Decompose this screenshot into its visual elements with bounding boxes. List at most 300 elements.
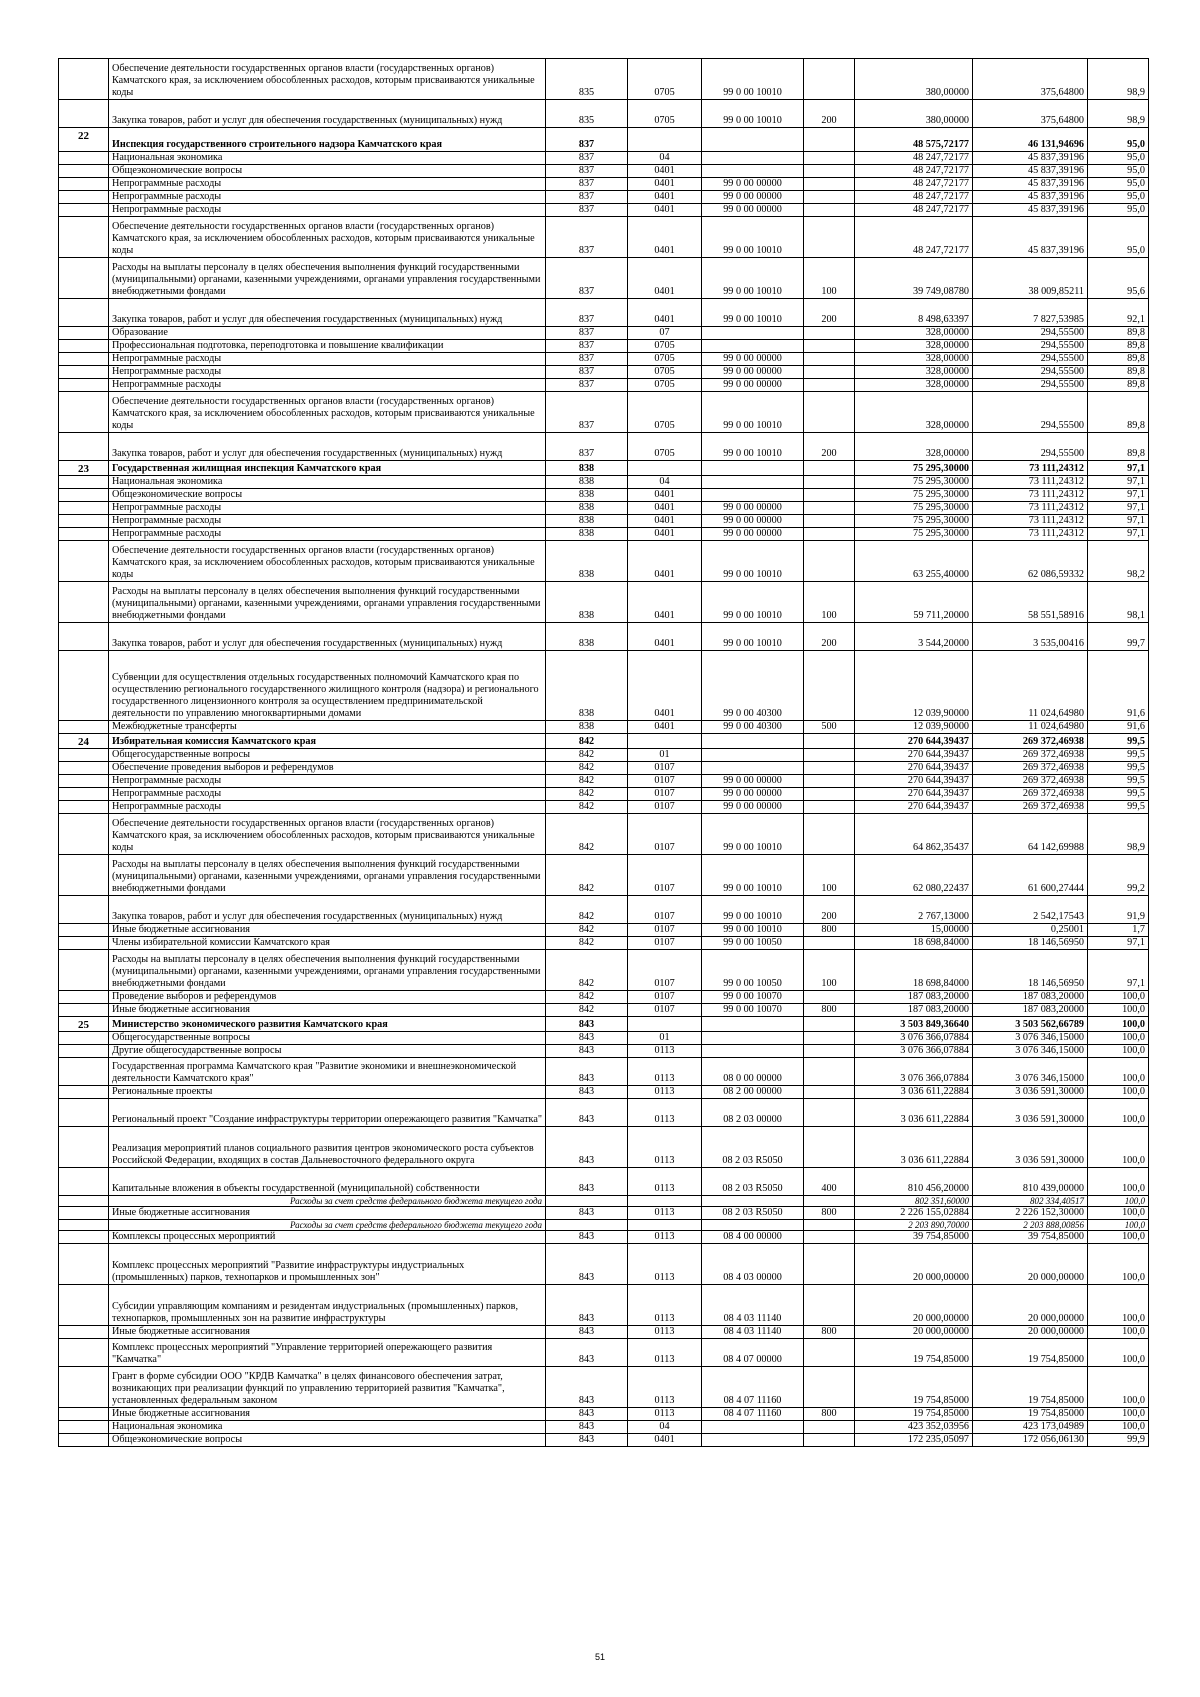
- planned-amount: 328,00000: [855, 327, 973, 340]
- expense-name: Инспекция государственного строительного надзора Камчатского края: [109, 128, 546, 152]
- executed-amount: 45 837,39196: [973, 191, 1088, 204]
- expense-name: Обеспечение проведения выборов и референдумов: [109, 762, 546, 775]
- target-article-code: 99 0 00 00000: [702, 528, 804, 541]
- execution-percent: 99,7: [1088, 623, 1149, 651]
- table-row: [59, 1434, 1149, 1447]
- planned-amount: 75 295,30000: [855, 515, 973, 528]
- planned-amount: 59 711,20000: [855, 582, 973, 623]
- expense-type-code: [804, 1099, 855, 1127]
- target-article-code: 08 4 07 11160: [702, 1408, 804, 1421]
- planned-amount: 18 698,84000: [855, 937, 973, 950]
- executed-amount: 294,55500: [973, 392, 1088, 433]
- expense-type-code: 800: [804, 1408, 855, 1421]
- expense-name: Обеспечение деятельности государственных органов власти (государственных органов) Камчатского края, за исключением обособленных расходов, которым присваиваются уникальные коды: [109, 217, 546, 258]
- executed-amount: 19 754,85000: [973, 1339, 1088, 1367]
- section-code: [628, 128, 702, 152]
- row-number: [59, 991, 109, 1004]
- row-number: [59, 1326, 109, 1339]
- expense-name: Национальная экономика: [109, 152, 546, 165]
- section-code: 0113: [628, 1408, 702, 1421]
- row-number: [59, 1207, 109, 1220]
- expense-type-code: [804, 734, 855, 749]
- row-number: [59, 392, 109, 433]
- row-number: [59, 582, 109, 623]
- expense-name: Проведение выборов и референдумов: [109, 991, 546, 1004]
- planned-amount: 380,00000: [855, 59, 973, 100]
- admin-code: 843: [546, 1017, 628, 1032]
- section-code: 0113: [628, 1367, 702, 1408]
- execution-percent: 100,0: [1088, 1339, 1149, 1367]
- target-article-code: 99 0 00 00000: [702, 515, 804, 528]
- execution-percent: 100,0: [1088, 1045, 1149, 1058]
- admin-code: 837: [546, 366, 628, 379]
- execution-percent: 95,0: [1088, 204, 1149, 217]
- target-article-code: [702, 340, 804, 353]
- expense-type-code: [804, 762, 855, 775]
- section-code: 0401: [628, 165, 702, 178]
- expense-type-code: 800: [804, 1207, 855, 1220]
- table-row: [59, 1032, 1149, 1045]
- target-article-code: [702, 1045, 804, 1058]
- executed-amount: 810 439,00000: [973, 1168, 1088, 1196]
- executed-amount: 45 837,39196: [973, 165, 1088, 178]
- expense-type-code: 100: [804, 950, 855, 991]
- expense-type-code: [804, 461, 855, 476]
- admin-code: 838: [546, 582, 628, 623]
- admin-code: 838: [546, 502, 628, 515]
- executed-amount: 11 024,64980: [973, 721, 1088, 734]
- row-number: [59, 1244, 109, 1285]
- admin-code: 838: [546, 515, 628, 528]
- target-article-code: [702, 1421, 804, 1434]
- planned-amount: 20 000,00000: [855, 1326, 973, 1339]
- execution-percent: 100,0: [1088, 1220, 1149, 1231]
- expense-type-code: [804, 1434, 855, 1447]
- execution-percent: 95,0: [1088, 178, 1149, 191]
- target-article-code: 99 0 00 10010: [702, 541, 804, 582]
- execution-percent: 100,0: [1088, 1326, 1149, 1339]
- expense-name: Непрограммные расходы: [109, 528, 546, 541]
- target-article-code: 99 0 00 10010: [702, 924, 804, 937]
- expense-name: Реализация мероприятий планов социального развития центров экономического роста субъектов Российской Федерации, входящих в состав Дальневосточного федерального округа: [109, 1127, 546, 1168]
- executed-amount: 3 036 591,30000: [973, 1086, 1088, 1099]
- table-row: [59, 340, 1149, 353]
- execution-percent: 97,1: [1088, 515, 1149, 528]
- planned-amount: 8 498,63397: [855, 299, 973, 327]
- row-number: [59, 896, 109, 924]
- section-code: 07: [628, 327, 702, 340]
- admin-code: 838: [546, 528, 628, 541]
- target-article-code: 99 0 00 00000: [702, 788, 804, 801]
- target-article-code: 99 0 00 10010: [702, 217, 804, 258]
- executed-amount: 45 837,39196: [973, 152, 1088, 165]
- execution-percent: 98,2: [1088, 541, 1149, 582]
- row-number: [59, 1127, 109, 1168]
- executed-amount: 269 372,46938: [973, 749, 1088, 762]
- executed-amount: 73 111,24312: [973, 515, 1088, 528]
- row-number: [59, 775, 109, 788]
- target-article-code: 08 2 00 00000: [702, 1086, 804, 1099]
- execution-percent: 100,0: [1088, 1231, 1149, 1244]
- admin-code: 837: [546, 204, 628, 217]
- executed-amount: 73 111,24312: [973, 489, 1088, 502]
- section-code: 04: [628, 152, 702, 165]
- section-code: 0107: [628, 991, 702, 1004]
- executed-amount: 269 372,46938: [973, 775, 1088, 788]
- row-number: [59, 100, 109, 128]
- row-number: [59, 855, 109, 896]
- admin-code: 838: [546, 476, 628, 489]
- expense-type-code: [804, 1421, 855, 1434]
- admin-code: 842: [546, 801, 628, 814]
- section-code: 01: [628, 749, 702, 762]
- executed-amount: 46 131,94696: [973, 128, 1088, 152]
- table-row: [59, 1339, 1149, 1367]
- expense-name: Общегосударственные вопросы: [109, 1032, 546, 1045]
- execution-percent: 97,1: [1088, 461, 1149, 476]
- executed-amount: 2 203 888,00856: [973, 1220, 1088, 1231]
- target-article-code: 99 0 00 10010: [702, 896, 804, 924]
- target-article-code: 99 0 00 40300: [702, 651, 804, 721]
- planned-amount: 19 754,85000: [855, 1339, 973, 1367]
- section-code: 0401: [628, 721, 702, 734]
- execution-percent: 100,0: [1088, 1127, 1149, 1168]
- admin-code: 837: [546, 340, 628, 353]
- execution-percent: 97,1: [1088, 476, 1149, 489]
- expense-name: Обеспечение деятельности государственных органов власти (государственных органов) Камчатского края, за исключением обособленных расходов, которым присваиваются уникальные коды: [109, 59, 546, 100]
- expense-name: Непрограммные расходы: [109, 502, 546, 515]
- expense-name: Расходы за счет средств федерального бюджета текущего года: [109, 1196, 546, 1207]
- row-number: [59, 1231, 109, 1244]
- admin-code: 842: [546, 734, 628, 749]
- planned-amount: 270 644,39437: [855, 749, 973, 762]
- row-number: [59, 217, 109, 258]
- expense-type-code: 100: [804, 258, 855, 299]
- admin-code: 838: [546, 461, 628, 476]
- execution-percent: 99,2: [1088, 855, 1149, 896]
- planned-amount: 270 644,39437: [855, 762, 973, 775]
- execution-percent: 95,0: [1088, 217, 1149, 258]
- admin-code: 843: [546, 1285, 628, 1326]
- execution-percent: 99,5: [1088, 762, 1149, 775]
- execution-percent: 97,1: [1088, 937, 1149, 950]
- section-code: 0113: [628, 1099, 702, 1127]
- admin-code: 843: [546, 1207, 628, 1220]
- section-code: [628, 1017, 702, 1032]
- planned-amount: 380,00000: [855, 100, 973, 128]
- executed-amount: 294,55500: [973, 353, 1088, 366]
- table-row: [59, 433, 1149, 461]
- admin-code: 842: [546, 937, 628, 950]
- table-row: [59, 749, 1149, 762]
- expense-name: Комплекс процессных мероприятий "Управление территорией опережающего развития "Камчатка": [109, 1339, 546, 1367]
- target-article-code: 99 0 00 10010: [702, 582, 804, 623]
- admin-code: 842: [546, 855, 628, 896]
- expense-type-code: [804, 1032, 855, 1045]
- admin-code: 843: [546, 1168, 628, 1196]
- planned-amount: 39 754,85000: [855, 1231, 973, 1244]
- executed-amount: 423 173,04989: [973, 1421, 1088, 1434]
- expense-type-code: [804, 1045, 855, 1058]
- section-code: 0401: [628, 502, 702, 515]
- planned-amount: 810 456,20000: [855, 1168, 973, 1196]
- section-code: 0107: [628, 855, 702, 896]
- target-article-code: [702, 128, 804, 152]
- executed-amount: 3 535,00416: [973, 623, 1088, 651]
- admin-code: 843: [546, 1434, 628, 1447]
- section-code: 0705: [628, 340, 702, 353]
- expense-type-code: [804, 152, 855, 165]
- target-article-code: 08 4 00 00000: [702, 1231, 804, 1244]
- executed-amount: 269 372,46938: [973, 801, 1088, 814]
- executed-amount: 375,64800: [973, 59, 1088, 100]
- executed-amount: 45 837,39196: [973, 204, 1088, 217]
- admin-code: 842: [546, 788, 628, 801]
- row-number: [59, 1058, 109, 1086]
- table-row: [59, 128, 1149, 152]
- expense-name: Избирательная комиссия Камчатского края: [109, 734, 546, 749]
- planned-amount: 19 754,85000: [855, 1408, 973, 1421]
- target-article-code: 99 0 00 10010: [702, 299, 804, 327]
- expense-name: Непрограммные расходы: [109, 353, 546, 366]
- admin-code: 837: [546, 433, 628, 461]
- executed-amount: 73 111,24312: [973, 461, 1088, 476]
- executed-amount: 73 111,24312: [973, 476, 1088, 489]
- table-row: [59, 896, 1149, 924]
- expense-type-code: [804, 775, 855, 788]
- execution-percent: 100,0: [1088, 1058, 1149, 1086]
- expense-type-code: [804, 1231, 855, 1244]
- expense-name: Непрограммные расходы: [109, 191, 546, 204]
- expense-name: Расходы на выплаты персоналу в целях обеспечения выполнения функций государственными (муниципальными) органами, казенными учреждениями, органами управления государственными внебюджетными фондами: [109, 258, 546, 299]
- row-number: [59, 165, 109, 178]
- expense-name: Закупка товаров, работ и услуг для обеспечения государственных (муниципальных) нужд: [109, 433, 546, 461]
- expense-type-code: [804, 392, 855, 433]
- planned-amount: 270 644,39437: [855, 734, 973, 749]
- section-code: 0705: [628, 100, 702, 128]
- execution-percent: 99,5: [1088, 749, 1149, 762]
- expense-name: Субвенции для осуществления отдельных государственных полномочий Камчатского края по осуществлению регионального государственного жилищного контроля (надзора) и регионального государственного лицензионного контроля за осуществлением предпринимательской деятельности по управлению многоквартирными домами: [109, 651, 546, 721]
- expense-name: Иные бюджетные ассигнования: [109, 1004, 546, 1017]
- table-row: [59, 1045, 1149, 1058]
- expense-name: Национальная экономика: [109, 476, 546, 489]
- target-article-code: 99 0 00 10010: [702, 814, 804, 855]
- planned-amount: 328,00000: [855, 392, 973, 433]
- expense-type-code: 200: [804, 623, 855, 651]
- executed-amount: 18 146,56950: [973, 950, 1088, 991]
- admin-code: 842: [546, 814, 628, 855]
- expense-type-code: [804, 366, 855, 379]
- executed-amount: 62 086,59332: [973, 541, 1088, 582]
- expense-name: Комплекс процессных мероприятий "Развитие инфраструктуры индустриальных (промышленных) парков, технопарков и промышленных зон": [109, 1244, 546, 1285]
- execution-percent: 97,1: [1088, 950, 1149, 991]
- row-number: [59, 258, 109, 299]
- row-number: [59, 1421, 109, 1434]
- section-code: 0107: [628, 924, 702, 937]
- execution-percent: 100,0: [1088, 1244, 1149, 1285]
- admin-code: 837: [546, 379, 628, 392]
- section-code: 0107: [628, 950, 702, 991]
- expense-type-code: 800: [804, 1004, 855, 1017]
- expense-name: Иные бюджетные ассигнования: [109, 924, 546, 937]
- expense-name: Члены избирательной комиссии Камчатского края: [109, 937, 546, 950]
- table-row: [59, 191, 1149, 204]
- planned-amount: 48 247,72177: [855, 204, 973, 217]
- expense-type-code: 400: [804, 1168, 855, 1196]
- row-number: [59, 937, 109, 950]
- table-body: [59, 59, 1149, 1447]
- table-row: [59, 366, 1149, 379]
- admin-code: 837: [546, 165, 628, 178]
- table-row: [59, 1326, 1149, 1339]
- row-number: [59, 515, 109, 528]
- target-article-code: 99 0 00 00000: [702, 191, 804, 204]
- row-number: [59, 502, 109, 515]
- expense-name: Национальная экономика: [109, 1421, 546, 1434]
- planned-amount: 270 644,39437: [855, 775, 973, 788]
- target-article-code: 99 0 00 10050: [702, 937, 804, 950]
- section-code: 0401: [628, 191, 702, 204]
- expense-type-code: [804, 814, 855, 855]
- planned-amount: 2 767,13000: [855, 896, 973, 924]
- execution-percent: 98,9: [1088, 100, 1149, 128]
- expense-name: Общеэкономические вопросы: [109, 489, 546, 502]
- row-number: [59, 541, 109, 582]
- admin-code: 843: [546, 1367, 628, 1408]
- expense-type-code: 800: [804, 1326, 855, 1339]
- execution-percent: 99,5: [1088, 801, 1149, 814]
- table-row: [59, 801, 1149, 814]
- expense-type-code: [804, 191, 855, 204]
- planned-amount: 328,00000: [855, 433, 973, 461]
- table-row: [59, 582, 1149, 623]
- admin-code: 837: [546, 353, 628, 366]
- execution-percent: 89,8: [1088, 392, 1149, 433]
- target-article-code: 99 0 00 10070: [702, 1004, 804, 1017]
- target-article-code: 99 0 00 00000: [702, 353, 804, 366]
- section-code: 0107: [628, 814, 702, 855]
- target-article-code: 99 0 00 10010: [702, 433, 804, 461]
- execution-percent: 99,5: [1088, 775, 1149, 788]
- row-number: [59, 721, 109, 734]
- admin-code: 843: [546, 1032, 628, 1045]
- expense-type-code: [804, 1367, 855, 1408]
- executed-amount: 294,55500: [973, 379, 1088, 392]
- section-code: 0705: [628, 379, 702, 392]
- executed-amount: 3 036 591,30000: [973, 1127, 1088, 1168]
- executed-amount: 3 076 346,15000: [973, 1058, 1088, 1086]
- expense-type-code: [804, 178, 855, 191]
- table-row: [59, 855, 1149, 896]
- execution-percent: 100,0: [1088, 1367, 1149, 1408]
- planned-amount: 15,00000: [855, 924, 973, 937]
- table-row: [59, 1408, 1149, 1421]
- section-code: 0705: [628, 353, 702, 366]
- planned-amount: 3 036 611,22884: [855, 1127, 973, 1168]
- target-article-code: 99 0 00 10010: [702, 100, 804, 128]
- row-number: 25: [59, 1017, 109, 1032]
- expense-name: Расходы на выплаты персоналу в целях обеспечения выполнения функций государственными (муниципальными) органами, казенными учреждениями, органами управления государственными внебюджетными фондами: [109, 855, 546, 896]
- expense-type-code: [804, 327, 855, 340]
- expense-name: Государственная программа Камчатского края "Развитие экономики и внешнеэкономической деятельности Камчатского края": [109, 1058, 546, 1086]
- expense-type-code: 500: [804, 721, 855, 734]
- planned-amount: 328,00000: [855, 379, 973, 392]
- planned-amount: 62 080,22437: [855, 855, 973, 896]
- execution-percent: 100,0: [1088, 1168, 1149, 1196]
- executed-amount: 45 837,39196: [973, 178, 1088, 191]
- table-row: [59, 152, 1149, 165]
- section-code: 0401: [628, 217, 702, 258]
- executed-amount: 11 024,64980: [973, 651, 1088, 721]
- expense-type-code: 200: [804, 896, 855, 924]
- section-code: 0401: [628, 515, 702, 528]
- target-article-code: 99 0 00 00000: [702, 178, 804, 191]
- table-row: [59, 651, 1149, 721]
- budget-table: [58, 58, 1149, 1447]
- admin-code: 842: [546, 896, 628, 924]
- section-code: [628, 734, 702, 749]
- planned-amount: 270 644,39437: [855, 801, 973, 814]
- target-article-code: [702, 1032, 804, 1045]
- target-article-code: [702, 734, 804, 749]
- expense-name: Закупка товаров, работ и услуг для обеспечения государственных (муниципальных) нужд: [109, 100, 546, 128]
- admin-code: 842: [546, 924, 628, 937]
- row-number: 24: [59, 734, 109, 749]
- row-number: [59, 749, 109, 762]
- planned-amount: 75 295,30000: [855, 502, 973, 515]
- table-row: [59, 379, 1149, 392]
- planned-amount: 3 544,20000: [855, 623, 973, 651]
- target-article-code: 99 0 00 10010: [702, 258, 804, 299]
- execution-percent: 89,8: [1088, 433, 1149, 461]
- executed-amount: 18 146,56950: [973, 937, 1088, 950]
- expense-type-code: [804, 1244, 855, 1285]
- table-row: [59, 528, 1149, 541]
- table-row: [59, 950, 1149, 991]
- expense-name: Образование: [109, 327, 546, 340]
- table-row: [59, 100, 1149, 128]
- admin-code: 842: [546, 1004, 628, 1017]
- admin-code: 843: [546, 1244, 628, 1285]
- expense-type-code: [804, 489, 855, 502]
- row-number: [59, 651, 109, 721]
- target-article-code: 99 0 00 00000: [702, 204, 804, 217]
- row-number: [59, 1086, 109, 1099]
- admin-code: 837: [546, 178, 628, 191]
- execution-percent: 100,0: [1088, 991, 1149, 1004]
- section-code: 0113: [628, 1231, 702, 1244]
- expense-name: Закупка товаров, работ и услуг для обеспечения государственных (муниципальных) нужд: [109, 896, 546, 924]
- expense-type-code: [804, 1285, 855, 1326]
- expense-name: Непрограммные расходы: [109, 379, 546, 392]
- row-number: [59, 1032, 109, 1045]
- page-number: 51: [594, 1652, 605, 1662]
- executed-amount: 269 372,46938: [973, 788, 1088, 801]
- expense-type-code: 100: [804, 582, 855, 623]
- planned-amount: 12 039,90000: [855, 651, 973, 721]
- execution-percent: 100,0: [1088, 1017, 1149, 1032]
- section-code: 0401: [628, 489, 702, 502]
- expense-name: Грант в форме субсидии ООО "КРДВ Камчатка" в целях финансового обеспечения затрат, возникающих при реализации функций по управлению территорией развития "Камчатка", установленных федеральным законом: [109, 1367, 546, 1408]
- section-code: 04: [628, 476, 702, 489]
- planned-amount: 48 575,72177: [855, 128, 973, 152]
- expense-type-code: [804, 515, 855, 528]
- admin-code: 835: [546, 100, 628, 128]
- table-row: [59, 788, 1149, 801]
- expense-name: Региональный проект "Создание инфраструктуры территории опережающего развития "Камчатка": [109, 1099, 546, 1127]
- table-row: [59, 721, 1149, 734]
- expense-name: Региональные проекты: [109, 1086, 546, 1099]
